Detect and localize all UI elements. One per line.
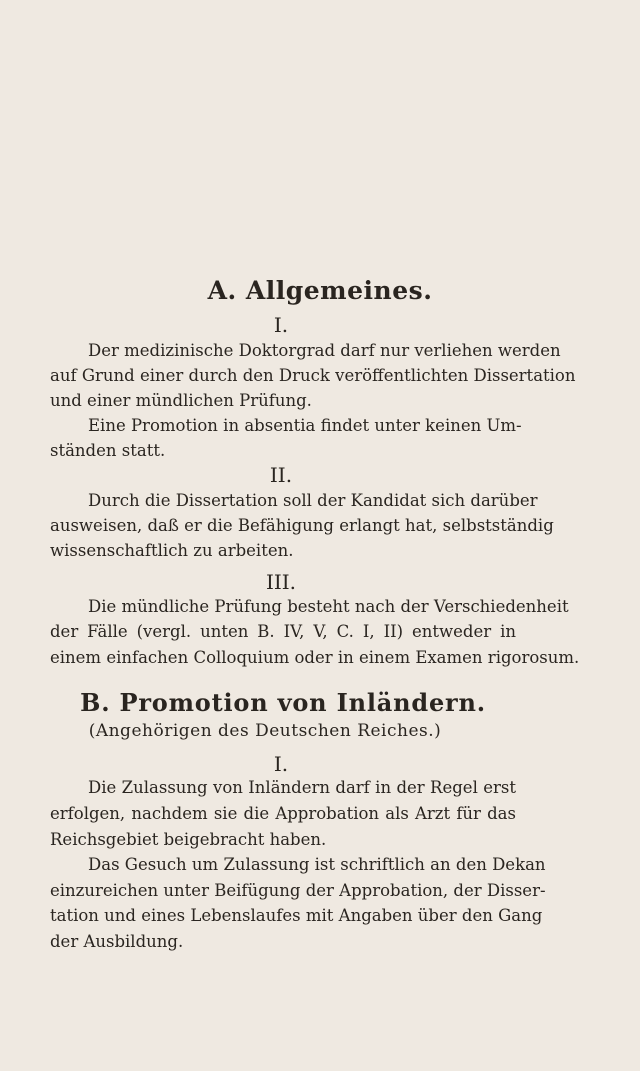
paragraph-line: Der medizinische Doktorgrad darf nur verliehen werden [88, 341, 561, 360]
paragraph-line: Reichsgebiet beigebracht haben. [50, 830, 327, 849]
paragraph-line: auf Grund einer durch den Druck veröffentlichten Dissertation [50, 366, 576, 385]
paragraph-line: einem einfachen Colloquium oder in einem Examen rigorosum. [50, 648, 580, 667]
section-b-numeral-1: I. [273, 752, 289, 776]
section-a-heading: A. Allgemeines. [207, 276, 433, 305]
section-a-numeral-1: I. [273, 313, 289, 337]
paragraph-line: der Fälle (vergl. unten B. IV, V, C. I, II) entweder in [50, 622, 516, 641]
paragraph-line: Die mündliche Prüfung besteht nach der Verschiedenheit [88, 597, 569, 616]
paragraph-line: und einer mündlichen Prüfung. [50, 391, 312, 410]
section-b-subheading: (Angehörigen des Deutschen Reiches.) [88, 721, 442, 741]
paragraph-line: der Ausbildung. [50, 932, 184, 951]
paragraph-line: ausweisen, daß er die Befähigung erlangt hat, selbstständig [50, 516, 554, 535]
section-a-numeral-2: II. [269, 463, 293, 487]
paragraph-line: Eine Promotion in absentia findet unter keinen Um- [88, 416, 522, 435]
paragraph-line: wissenschaftlich zu arbeiten. [50, 541, 294, 560]
paragraph-line: ständen statt. [50, 441, 166, 460]
paragraph-line: Durch die Dissertation soll der Kandidat sich darüber [88, 491, 538, 510]
section-a-numeral-3: III. [265, 570, 297, 594]
paragraph-line: erfolgen, nachdem sie die Approbation als Arzt für das [50, 804, 516, 823]
section-b-heading: B. Promotion von Inländern. [80, 688, 486, 717]
paragraph-line: Das Gesuch um Zulassung ist schriftlich an den Dekan [88, 855, 546, 874]
paragraph-line: einzureichen unter Beifügung der Approbation, der Disser- [50, 881, 546, 900]
paragraph-line: Die Zulassung von Inländern darf in der Regel erst [88, 778, 516, 797]
paragraph-line: tation und eines Lebenslaufes mit Angaben über den Gang [50, 906, 543, 925]
